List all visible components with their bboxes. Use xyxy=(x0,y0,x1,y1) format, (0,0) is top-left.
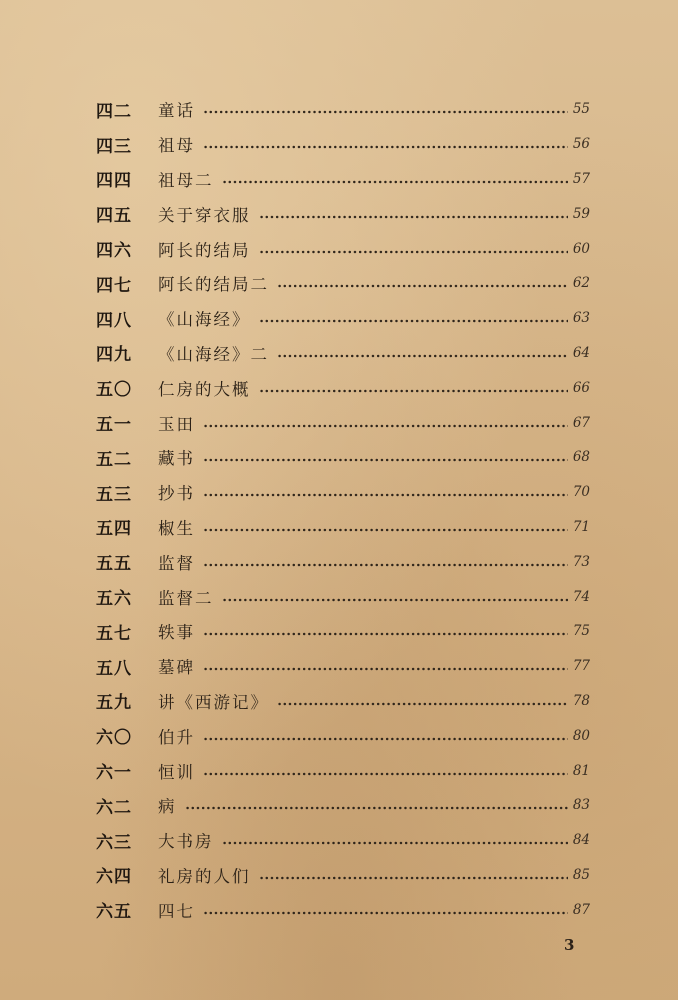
toc-entry xyxy=(96,788,590,823)
chapter-page-number: 78 xyxy=(572,692,590,709)
toc-entry xyxy=(96,475,590,510)
toc-entry xyxy=(96,858,590,893)
table-of-contents xyxy=(96,92,590,927)
chapter-page-number: 66 xyxy=(572,379,590,396)
chapter-number: 五六 xyxy=(96,589,132,610)
chapter-number: 五〇 xyxy=(96,380,132,401)
chapter-title: 《山海经》二 xyxy=(158,344,269,364)
dot-leader xyxy=(185,806,569,810)
dot-leader xyxy=(259,319,569,323)
chapter-page-number: 60 xyxy=(572,240,590,257)
dot-leader xyxy=(203,632,568,636)
chapter-page-number: 85 xyxy=(572,866,590,883)
chapter-page-number: 62 xyxy=(572,275,590,292)
chapter-page-number: 59 xyxy=(572,205,590,222)
dot-leader xyxy=(222,841,569,845)
dot-leader xyxy=(203,911,568,915)
dot-leader xyxy=(203,493,568,497)
chapter-number: 四五 xyxy=(96,206,132,227)
dot-leader xyxy=(259,389,569,393)
chapter-number: 六〇 xyxy=(96,728,132,749)
toc-entry xyxy=(96,266,590,301)
chapter-number: 四六 xyxy=(96,241,132,262)
chapter-number: 五二 xyxy=(96,449,132,470)
chapter-page-number: 75 xyxy=(572,623,590,640)
chapter-title: 关于穿衣服 xyxy=(158,205,251,225)
chapter-number: 四二 xyxy=(96,101,132,122)
chapter-page-number: 87 xyxy=(572,901,590,918)
toc-entry xyxy=(96,684,590,719)
dot-leader xyxy=(222,598,569,602)
toc-entry xyxy=(96,649,590,684)
chapter-number: 五七 xyxy=(96,623,132,644)
toc-entry xyxy=(96,510,590,545)
dot-leader xyxy=(203,667,568,671)
dot-leader xyxy=(277,284,568,288)
toc-entry xyxy=(96,823,590,858)
chapter-title: 四七 xyxy=(158,901,195,921)
chapter-title: 监督二 xyxy=(158,588,214,608)
chapter-number: 四三 xyxy=(96,136,132,157)
chapter-title: 伯升 xyxy=(158,727,195,747)
chapter-title: 藏书 xyxy=(158,449,195,469)
chapter-title: 童话 xyxy=(158,101,195,121)
dot-leader xyxy=(203,737,568,741)
dot-leader xyxy=(203,458,568,462)
chapter-page-number: 84 xyxy=(572,832,590,849)
toc-entry xyxy=(96,405,590,440)
toc-entry xyxy=(96,892,590,927)
toc-entry xyxy=(96,370,590,405)
toc-entry xyxy=(96,162,590,197)
toc-entry xyxy=(96,718,590,753)
toc-entry xyxy=(96,753,590,788)
toc-entry xyxy=(96,92,590,127)
chapter-title: 阿长的结局二 xyxy=(158,275,269,295)
toc-entry xyxy=(96,614,590,649)
chapter-number: 四九 xyxy=(96,345,132,366)
dot-leader xyxy=(203,145,568,149)
chapter-page-number: 74 xyxy=(572,588,590,605)
toc-entry xyxy=(96,579,590,614)
dot-leader xyxy=(259,876,569,880)
dot-leader xyxy=(203,772,568,776)
chapter-page-number: 73 xyxy=(572,553,590,570)
chapter-number: 四四 xyxy=(96,171,132,192)
chapter-title: 玉田 xyxy=(158,414,195,434)
chapter-number: 六一 xyxy=(96,763,132,784)
chapter-title: 大书房 xyxy=(158,832,214,852)
chapter-page-number: 81 xyxy=(572,762,590,779)
chapter-number: 六四 xyxy=(96,867,132,888)
chapter-number: 五九 xyxy=(96,693,132,714)
dot-leader xyxy=(277,354,568,358)
toc-entry xyxy=(96,127,590,162)
chapter-page-number: 80 xyxy=(572,727,590,744)
chapter-title: 《山海经》 xyxy=(158,310,251,330)
chapter-number: 六五 xyxy=(96,902,132,923)
chapter-title: 轶事 xyxy=(158,623,195,643)
chapter-page-number: 55 xyxy=(572,101,590,118)
chapter-page-number: 70 xyxy=(572,484,590,501)
toc-entry xyxy=(96,301,590,336)
chapter-page-number: 56 xyxy=(572,136,590,153)
chapter-number: 四七 xyxy=(96,275,132,296)
chapter-page-number: 57 xyxy=(572,170,590,187)
toc-entry xyxy=(96,336,590,371)
chapter-title: 祖母二 xyxy=(158,170,214,190)
dot-leader xyxy=(203,563,568,567)
chapter-number: 四八 xyxy=(96,310,132,331)
chapter-page-number: 77 xyxy=(572,658,590,675)
toc-entry xyxy=(96,196,590,231)
dot-leader xyxy=(203,528,568,532)
chapter-number: 六三 xyxy=(96,832,132,853)
dot-leader xyxy=(259,215,569,219)
dot-leader xyxy=(203,110,568,114)
page-number: 3 xyxy=(564,936,575,954)
chapter-number: 五五 xyxy=(96,554,132,575)
chapter-title: 椒生 xyxy=(158,518,195,538)
dot-leader xyxy=(277,702,568,706)
chapter-title: 病 xyxy=(158,797,177,817)
chapter-title: 监督 xyxy=(158,553,195,573)
chapter-title: 阿长的结局 xyxy=(158,240,251,260)
chapter-title: 祖母 xyxy=(158,136,195,156)
chapter-title: 墓碑 xyxy=(158,658,195,678)
chapter-number: 六二 xyxy=(96,797,132,818)
chapter-number: 五八 xyxy=(96,658,132,679)
dot-leader xyxy=(259,250,569,254)
chapter-number: 五四 xyxy=(96,519,132,540)
chapter-page-number: 83 xyxy=(572,797,590,814)
chapter-page-number: 68 xyxy=(572,449,590,466)
dot-leader xyxy=(203,424,568,428)
chapter-title: 礼房的人们 xyxy=(158,866,251,886)
chapter-page-number: 63 xyxy=(572,310,590,327)
chapter-page-number: 64 xyxy=(572,344,590,361)
chapter-page-number: 71 xyxy=(572,518,590,535)
chapter-number: 五一 xyxy=(96,415,132,436)
toc-entry xyxy=(96,544,590,579)
toc-entry xyxy=(96,440,590,475)
chapter-title: 讲《西游记》 xyxy=(158,692,269,712)
chapter-title: 仁房的大概 xyxy=(158,379,251,399)
dot-leader xyxy=(222,180,569,184)
chapter-page-number: 67 xyxy=(572,414,590,431)
chapter-title: 恒训 xyxy=(158,762,195,782)
toc-entry xyxy=(96,231,590,266)
chapter-title: 抄书 xyxy=(158,484,195,504)
chapter-number: 五三 xyxy=(96,484,132,505)
